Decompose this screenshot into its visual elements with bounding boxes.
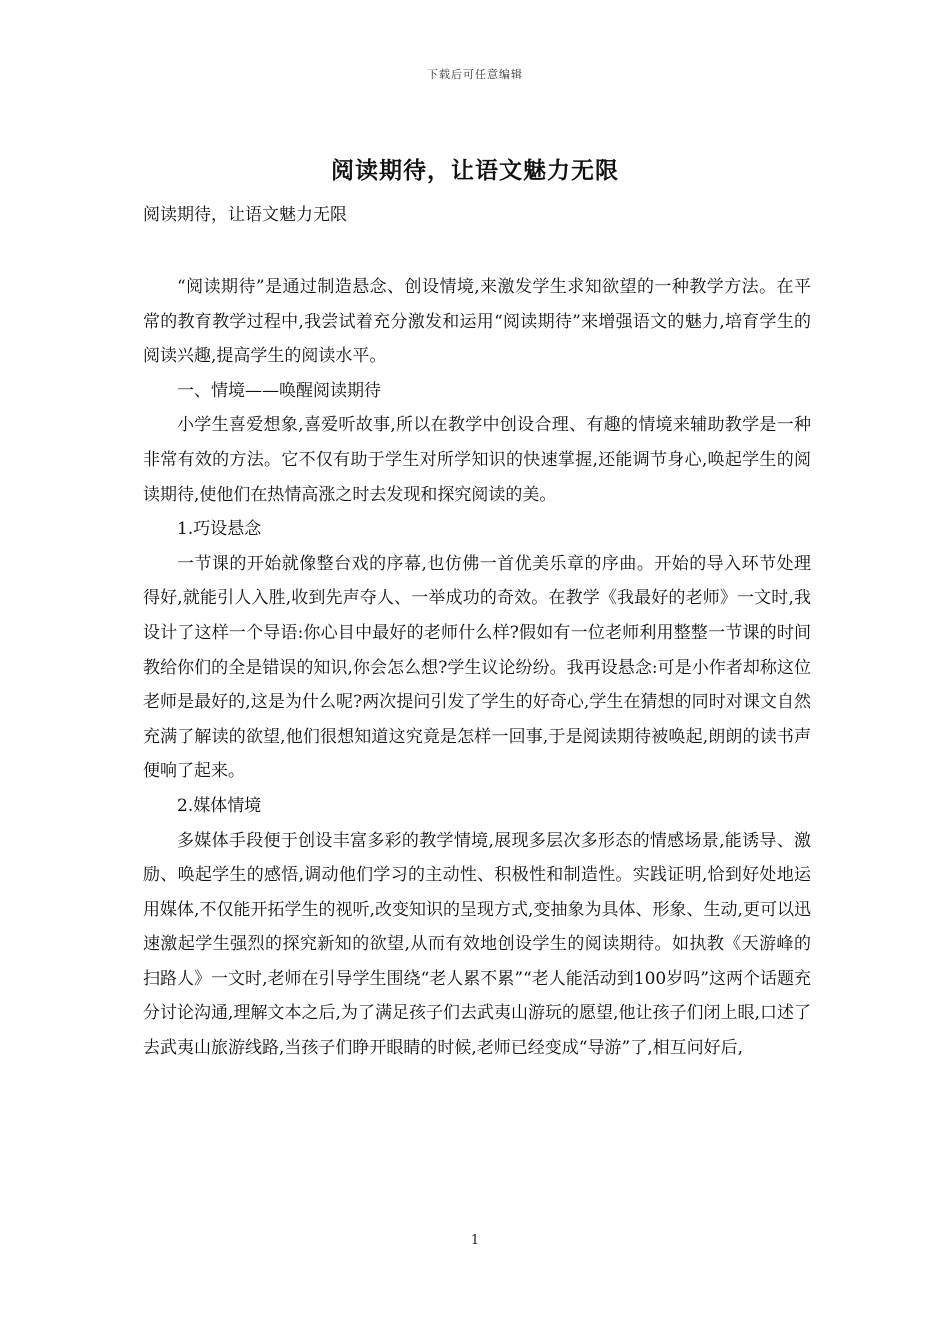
document-body (143, 270, 811, 1066)
document-subtitle: 阅读期待，让语文魅力无限 (143, 205, 347, 225)
section-heading: 一、情境——唤醒阅读期待 (177, 380, 381, 401)
page-number: 1 (470, 1233, 480, 1248)
subsection-heading: 1.巧设悬念 (177, 519, 262, 540)
body-paragraph: 小学生喜爱想象,喜爱听故事,所以在教学中创设合理、有趣的情境来辅助教学是一种非常有效的方法。它不仅有助于学生对所学知识的快速掌握,还能调节身心,唤起学生的阅读期待,使他们在热情高涨之时去发现和探究阅读的美。 (143, 415, 811, 505)
document-title: 阅读期待，让语文魅力无限 (331, 157, 619, 184)
intro-paragraph: “阅读期待”是通过制造悬念、创设情境,来激发学生求知欲望的一种教学方法。在平常的教育教学过程中,我尝试着充分激发和运用“阅读期待”来增强语文的魅力,培育学生的阅读兴趣,提高学生的阅读水平。 (143, 277, 811, 367)
body-paragraph: 一节课的开始就像整台戏的序幕,也仿佛一首优美乐章的序曲。开始的导入环节处理得好,就能引人入胜,收到先声夺人、一举成功的奇效。在教学《我最好的老师》一文时,我设计了这样一个导语:你心目中最好的老师什么样?假如有一位老师利用整整一节课的时间教给你们的全是错误的知识,你会怎么想?学生议论纷纷。我再设悬念:可是小作者却称这位老师是最好的,这是为什么呢?两次提问引发了学生的好奇心,学生在猜想的同时对课文自然充满了解读的欲望,他们很想知道这究竟是怎样一回事,于是阅读期待被唤起,朗朗的读书声便响了起来。 (143, 553, 811, 782)
subsection-heading: 2.媒体情境 (177, 795, 262, 816)
body-paragraph: 多媒体手段便于创设丰富多彩的教学情境,展现多层次多形态的情感场景,能诱导、激励、唤起学生的感悟,调动他们学习的主动性、积极性和制造性。实践证明,恰到好处地运用媒体,不仅能开拓学生的视听,改变知识的呈现方式,变抽象为具体、形象、生动,更可以迅速激起学生强烈的探究新知的欲望,从而有效地创设学生的阅读期待。如执教《天游峰的扫路人》一文时,老师在引导学生围绕“老人累不累”“老人能活动到100岁吗”这两个话题充分讨论沟通,理解文本之后,为了满足孩子们去武夷山游玩的愿望,他让孩子们闭上眼,口述了去武夷山旅游线路,当孩子们睁开眼睛的时候,老师已经变成“导游”了,相互问好后, (143, 830, 811, 1059)
page-header: 下载后可任意编辑 (427, 68, 523, 81)
